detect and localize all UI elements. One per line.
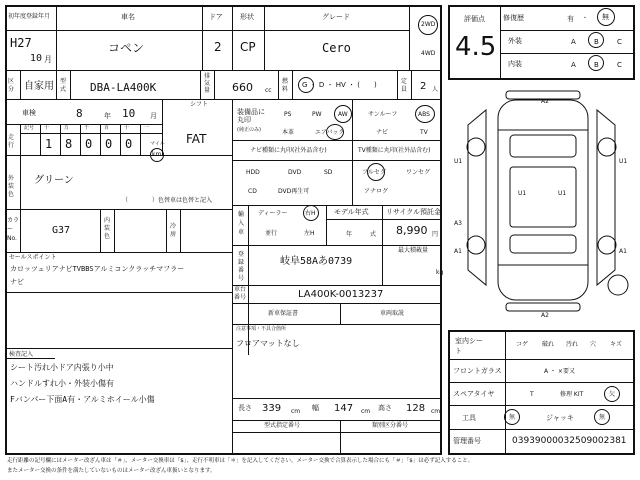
fuel-label: 燃料 bbox=[282, 78, 289, 93]
width-unit: cm bbox=[361, 408, 371, 415]
drive-2wd: 2WD bbox=[421, 21, 436, 28]
inspection-label: 車検 bbox=[22, 109, 36, 117]
inspection-note-2: ハンドルすれ小・外装小傷有 bbox=[10, 379, 114, 388]
import-right-hand: 右H bbox=[305, 210, 316, 217]
color-value: グリーン bbox=[34, 175, 74, 186]
diagram-mark-u1-a: U1 bbox=[454, 158, 463, 165]
mileage-unit-label: 千 bbox=[84, 125, 90, 131]
rear-bumper bbox=[506, 303, 580, 311]
diagram-mark-u1-c: U1 bbox=[518, 190, 527, 197]
car-windshield bbox=[510, 135, 576, 157]
height-unit: cm bbox=[431, 408, 441, 415]
car-damage-diagram bbox=[448, 85, 635, 325]
car-roof bbox=[510, 167, 576, 227]
recycle-value: 8,990 bbox=[396, 224, 428, 237]
length-unit: cm bbox=[291, 408, 301, 415]
nav-types-title: ナビ種類に丸印(社外品含む) bbox=[250, 147, 327, 154]
diagram-mark-a1-b: A1 bbox=[619, 248, 627, 255]
spare-tire-circle bbox=[608, 275, 628, 295]
management-value: 03939000032509002381 bbox=[512, 436, 627, 446]
inspection-month-unit: 月 bbox=[150, 112, 157, 120]
equipment-ps: PS bbox=[284, 111, 292, 118]
tv-fullseg: フルセグ bbox=[362, 169, 386, 176]
class-label: 類別区分番号 bbox=[372, 422, 409, 429]
spare-tire-t: T bbox=[530, 391, 534, 398]
tv-oneseg: ワンセグ bbox=[406, 169, 431, 176]
mileage-unit-label: 記号 bbox=[24, 125, 35, 131]
reg-type-label: 区分 bbox=[8, 78, 15, 93]
type-designation-label: 型式指定番号 bbox=[264, 422, 301, 429]
import-left-hand: 左H bbox=[304, 230, 315, 237]
mileage-digit: 1 bbox=[45, 137, 53, 151]
displacement-unit: cc bbox=[265, 87, 272, 94]
shift-value: FAT bbox=[186, 132, 207, 146]
inspection-year-unit: 年 bbox=[104, 112, 111, 120]
capacity-unit: 人 bbox=[432, 86, 439, 93]
plate-label: 登録番号 bbox=[238, 251, 245, 282]
car-left-side bbox=[468, 110, 486, 285]
equipment-pw: PW bbox=[312, 111, 322, 118]
seat-item-4: 穴 bbox=[590, 341, 597, 348]
mileage-digit: 0 bbox=[125, 137, 133, 151]
inspection-month: 10 bbox=[122, 107, 136, 120]
notes-value: フロアマットなし bbox=[236, 339, 300, 348]
seat-label: 室内シート bbox=[455, 337, 483, 355]
drive-4wd: 4WD bbox=[421, 50, 436, 57]
mileage-digit: 8 bbox=[65, 137, 73, 151]
nav-sd: SD bbox=[324, 169, 333, 176]
shape-label: 形状 bbox=[240, 13, 254, 21]
shape-value: CP bbox=[240, 40, 256, 54]
tools-label: 工具 bbox=[462, 414, 476, 422]
color-note: （ ）色替車は色替と記入 bbox=[122, 197, 213, 204]
mile-label: マイル bbox=[150, 141, 165, 147]
equipment-leather: 本革 bbox=[282, 129, 295, 136]
repair-no: 無 bbox=[602, 13, 609, 21]
footer-line2: またメーター交換の条件を満たしていないものはメーター改ざん車扱いとなります。 bbox=[7, 468, 216, 474]
jack-value: 無 bbox=[599, 414, 606, 421]
length-label: 長さ bbox=[238, 404, 252, 412]
tv-analog: アナログ bbox=[364, 188, 389, 195]
color-no-value: G37 bbox=[52, 225, 71, 236]
mileage-unit-label: 百 bbox=[104, 125, 110, 131]
model-code-value: DBA-LA400K bbox=[90, 81, 157, 94]
wheel-front-left bbox=[467, 138, 485, 156]
recycle-label: リサイクル預託金 bbox=[386, 208, 442, 216]
seat-item-5: キズ bbox=[610, 341, 622, 348]
reg-month: 10 bbox=[30, 53, 43, 64]
spare-tire-missing: 欠 bbox=[609, 391, 616, 398]
chassis-value: LA400K-0013237 bbox=[298, 289, 384, 300]
recycle-unit: 円 bbox=[432, 231, 439, 238]
mileage-digit: 0 bbox=[105, 137, 113, 151]
tv-types-title: TV種類に丸印(社外品含む) bbox=[358, 147, 431, 154]
exterior-c: C bbox=[617, 38, 622, 46]
equipment-title: 装備品に丸印 bbox=[237, 108, 265, 124]
equipment-airbag: エアバック bbox=[315, 129, 345, 136]
height-value: 128 bbox=[406, 403, 426, 414]
color-label: 外装色 bbox=[8, 175, 15, 198]
seat-item-3: 汚れ bbox=[566, 341, 579, 348]
front-glass-label: フロントガラス bbox=[453, 367, 502, 375]
interior-label: 内装 bbox=[508, 60, 522, 68]
model-code-label: 型式 bbox=[60, 78, 67, 93]
max-load-unit: kg bbox=[436, 269, 444, 276]
car-rear-window bbox=[510, 235, 576, 253]
plate-value: 岐阜58Aあ0739 bbox=[280, 256, 353, 267]
repair-label: 修復歴 bbox=[503, 14, 524, 22]
color-no-label: カラーNo. bbox=[7, 217, 20, 242]
wheel-rear-right bbox=[598, 236, 616, 254]
mileage-unit-label: 万 bbox=[64, 125, 70, 131]
notes-label: 注意事項・不具合箇所 bbox=[236, 326, 287, 332]
diagram-mark-u1-b: U1 bbox=[619, 158, 628, 165]
inspection-note-1: シート汚れ小ドア内張り小中 bbox=[10, 363, 114, 372]
diagram-mark-a1-a: A1 bbox=[454, 248, 462, 255]
front-glass-options: A ・ ×要又 bbox=[544, 368, 575, 375]
diagram-mark-front: A2 bbox=[541, 98, 549, 105]
spare-tire-label: スペアタイヤ bbox=[453, 390, 495, 398]
selling-points-label: セールスポイント bbox=[9, 254, 57, 261]
max-load-label: 最大積載量 bbox=[398, 247, 429, 254]
import-parallel: 並行 bbox=[265, 230, 278, 237]
inspection-notes-label: 検査記入 bbox=[9, 351, 34, 358]
seat-item-2: 破れ bbox=[542, 341, 555, 348]
doors-value: 2 bbox=[214, 40, 222, 54]
capacity-label: 定員 bbox=[401, 78, 408, 93]
wheel-rear-left bbox=[467, 236, 485, 254]
import-label: 輸入車 bbox=[238, 211, 245, 236]
exterior-label: 外装 bbox=[508, 37, 522, 45]
interior-color-label: 内装色 bbox=[104, 217, 111, 240]
model-year-label: モデル年式 bbox=[334, 208, 369, 216]
reg-type-value: 自家用 bbox=[24, 81, 54, 92]
score-value: 4.5 bbox=[455, 32, 497, 62]
displacement-value: 660 bbox=[232, 81, 253, 94]
equipment-tv: TV bbox=[420, 129, 428, 136]
reg-year-label: 初年度登録年月 bbox=[8, 13, 51, 20]
jack-label: ジャッキ bbox=[546, 414, 574, 422]
grade-label: グレード bbox=[322, 13, 350, 21]
diagram-mark-a3: A3 bbox=[454, 220, 462, 227]
nav-hdd: HDD bbox=[246, 169, 260, 176]
inspection-year: 8 bbox=[76, 107, 83, 120]
equipment-aw: AW bbox=[338, 111, 348, 118]
seat-item-1: コゲ bbox=[516, 341, 529, 348]
nav-dvd-play: DVD再生可 bbox=[278, 188, 310, 195]
model-year-unit: 年 bbox=[346, 231, 353, 238]
manual: 車両取説 bbox=[380, 310, 405, 317]
new-car-warranty: 新車保証書 bbox=[268, 310, 299, 317]
diagram-mark-rear: A2 bbox=[541, 312, 549, 319]
mileage-digit: 0 bbox=[85, 137, 93, 151]
fuel-options: G ・ D ・ HV ・ ( ) bbox=[302, 81, 377, 89]
doors-label: ドア bbox=[209, 13, 223, 21]
mileage-unit-label: 十 bbox=[44, 125, 50, 131]
inspection-note-3: Fバンパー下面A有・アルミホイール小傷 bbox=[10, 395, 155, 404]
exterior-a: A bbox=[571, 38, 576, 46]
equipment-sunroof: サンルーフ bbox=[368, 111, 398, 118]
diagram-mark-u1-d: U1 bbox=[558, 190, 567, 197]
equipment-subtitle: (純正のみ) bbox=[237, 127, 261, 133]
tools-value: 無 bbox=[509, 414, 516, 421]
score-label: 評価点 bbox=[464, 15, 485, 23]
model-label: 車名 bbox=[121, 13, 135, 21]
mileage-label: 走行 bbox=[8, 134, 15, 149]
interior-c: C bbox=[617, 61, 622, 69]
reg-year: H27 bbox=[10, 36, 32, 50]
width-label: 幅 bbox=[312, 404, 319, 412]
height-label: 高さ bbox=[378, 404, 392, 412]
interior-a: A bbox=[571, 61, 576, 69]
wheel-front-right bbox=[598, 138, 616, 156]
ac-label: 冷房 bbox=[170, 223, 177, 238]
mileage-unit-label: 一 bbox=[144, 125, 150, 131]
nav-dvd: DVD bbox=[288, 169, 302, 176]
displacement-label: 排気量 bbox=[204, 73, 211, 94]
model-year-model-unit: 式 bbox=[370, 231, 377, 238]
management-label: 管理番号 bbox=[453, 437, 481, 445]
equipment-abs: ABS bbox=[418, 111, 430, 118]
length-value: 339 bbox=[262, 403, 282, 414]
footer-line1: 走行距離の記号欄にはメーター改ざん車は「＃」、メーター交換車は「$」、走行不明車は「＊」を記入してください。メーター交換で合算表示した場合にも「＃」「$」は必ず記入すること。 bbox=[7, 458, 474, 464]
km-label: km bbox=[152, 151, 162, 158]
model-value: コペン bbox=[108, 41, 145, 55]
width-value: 147 bbox=[334, 403, 354, 414]
import-dealer: ディーラー bbox=[258, 210, 288, 217]
shift-label: シフト bbox=[190, 101, 209, 108]
selling-points-line2: ナビ bbox=[10, 278, 24, 286]
reg-month-unit: 月 bbox=[44, 55, 52, 64]
chassis-label: 車台番号 bbox=[234, 286, 247, 301]
equipment-navi: ナビ bbox=[376, 129, 389, 136]
car-right-side bbox=[597, 110, 615, 285]
nav-cd: CD bbox=[248, 188, 257, 195]
mileage-unit-label: 十 bbox=[124, 125, 130, 131]
grade-value: Cero bbox=[322, 41, 351, 55]
interior-b: B bbox=[594, 61, 599, 69]
selling-points-line1: カロッツェリアナビTVBBSアルミコンクラッチマフラー bbox=[10, 265, 185, 273]
spare-tire-kit: 修理 KIT bbox=[560, 391, 584, 398]
mileage-grid bbox=[20, 124, 162, 155]
repair-yes: 有 bbox=[567, 15, 574, 23]
exterior-b: B bbox=[594, 38, 599, 46]
capacity-value: 2 bbox=[420, 81, 427, 92]
